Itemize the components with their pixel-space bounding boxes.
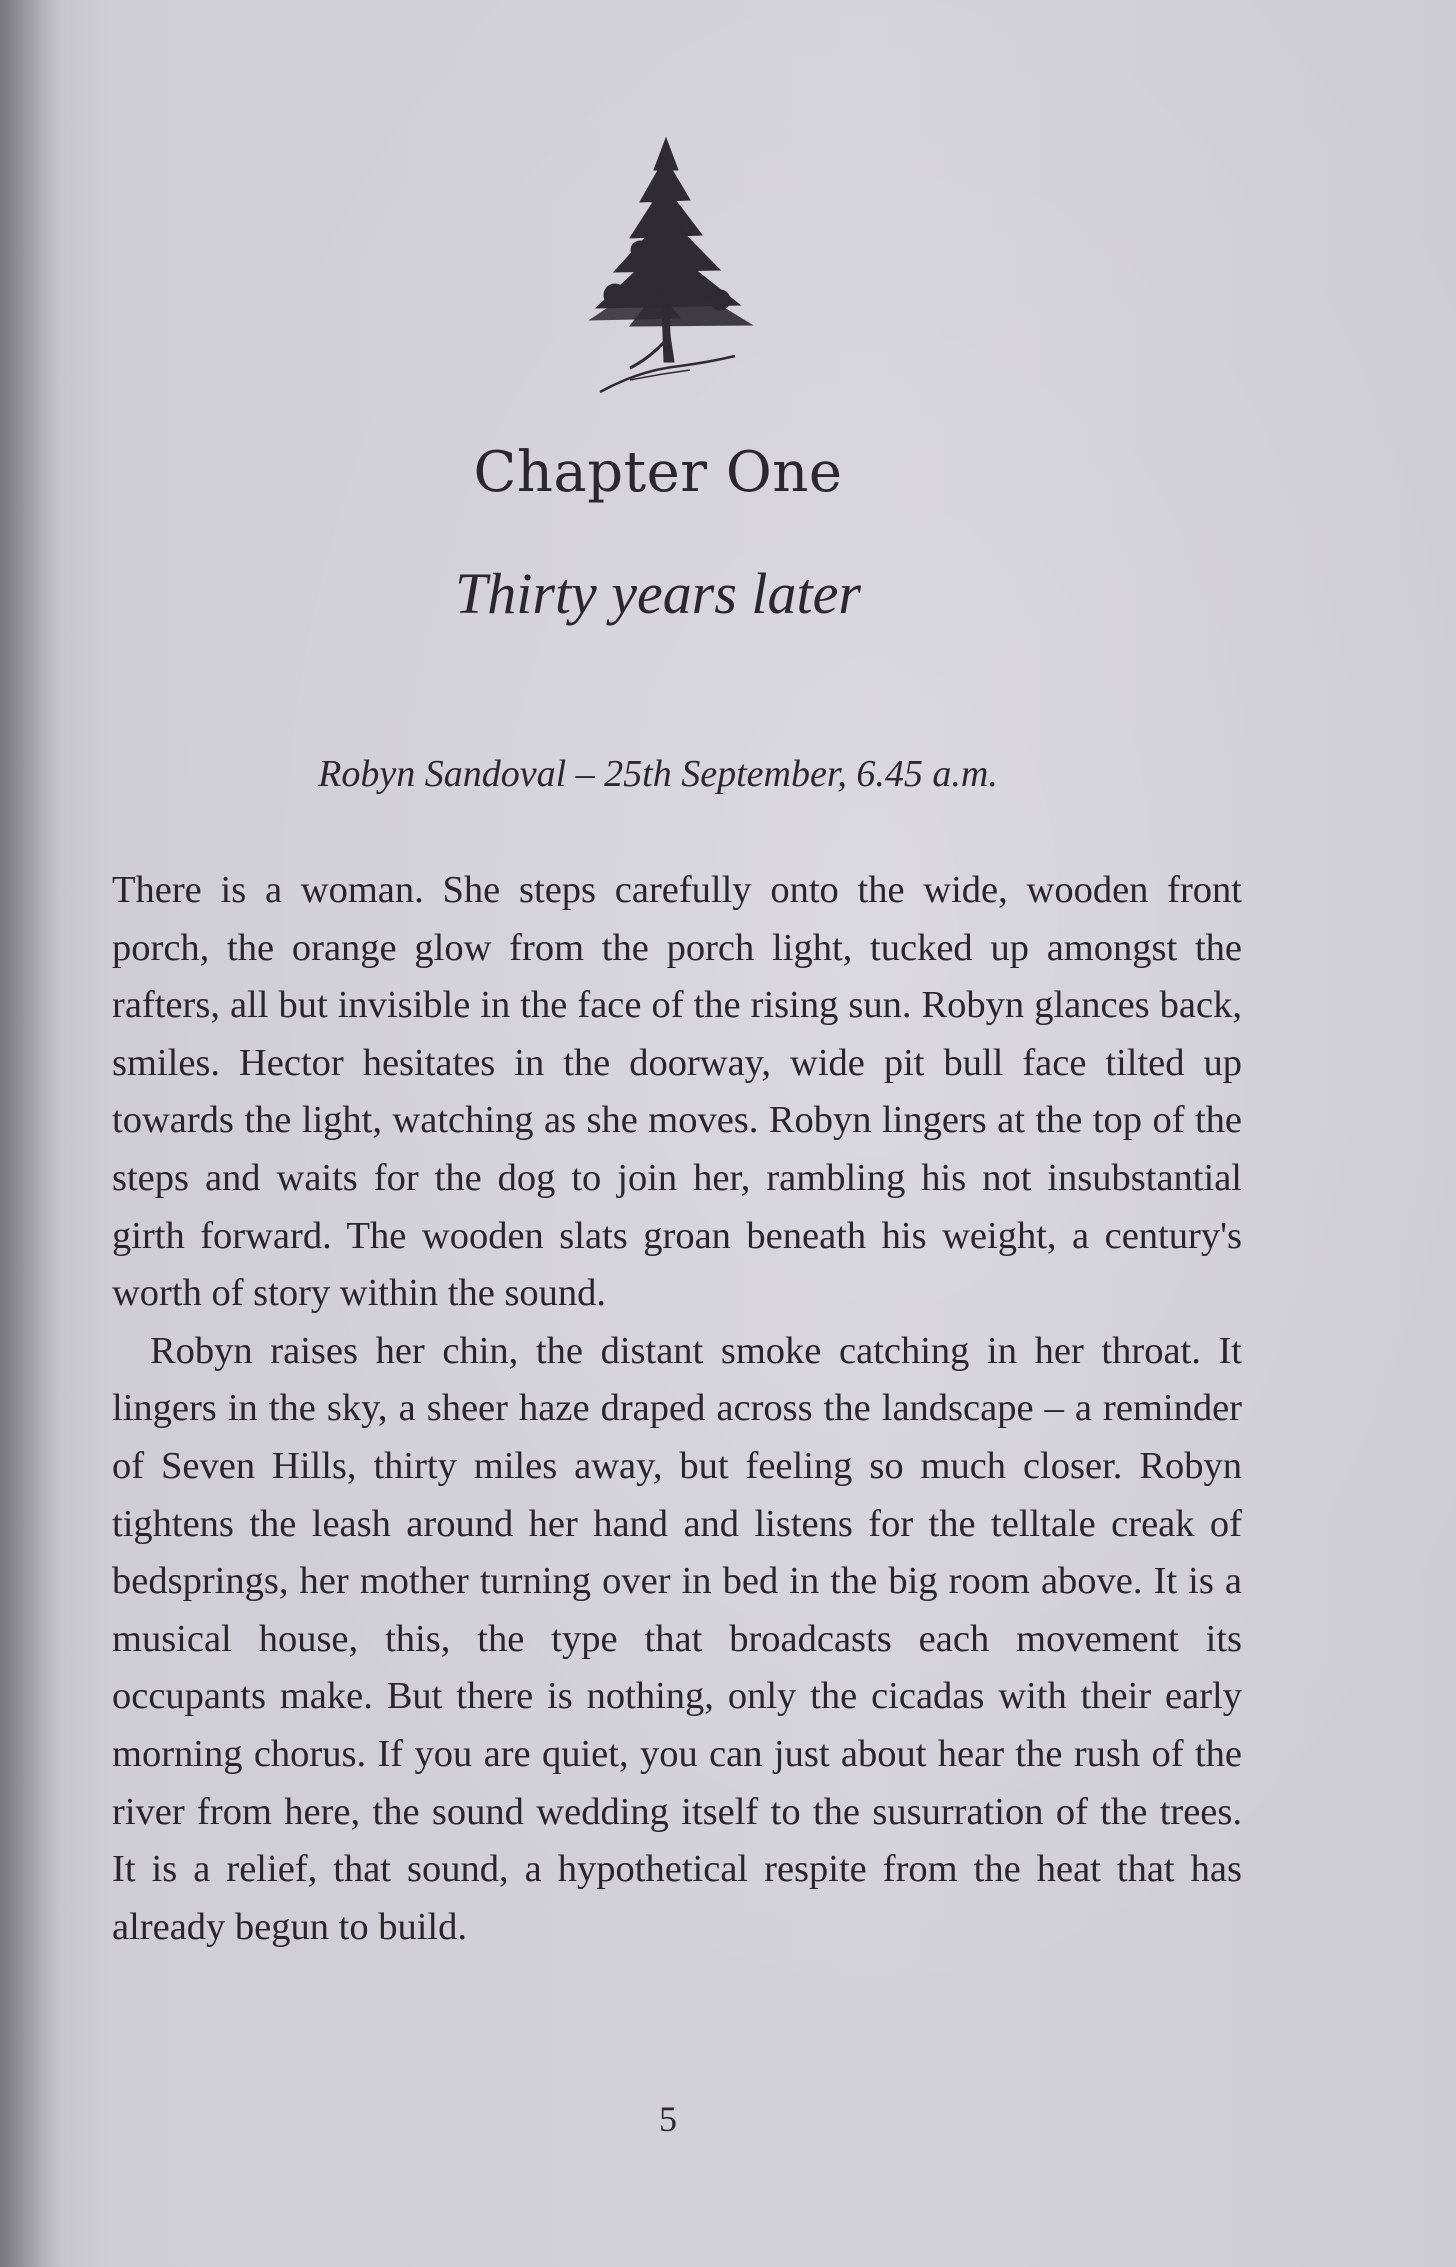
- paragraph: Robyn raises her chin, the distant smoke catching in her throat. It lingers in the sky, a sheer haze draped across the landscape – a reminder of Seven Hills, thirty miles away, but feeling so much closer. Robyn tightens the leash around her hand and listens for the telltale creak of bedsprings, her mother turning over in bed in the big room above. It is a musical house, this, the type that broadcasts each movement its occupants make. But there is nothing, only the cicadas with their early morning chorus. If you are quiet, you can just about hear the rush of the river from here, the sound wedding itself to the susurration of the trees. It is a relief, that sound, a hypothetical respite from the heat that has already begun to build.: [112, 1329, 1242, 1948]
- chapter-subtitle: Thirty years later: [455, 561, 861, 626]
- chapter-title: Chapter One: [473, 440, 843, 505]
- page-number: 5: [659, 2099, 677, 2139]
- body-text: [112, 862, 1242, 1956]
- section-header: Robyn Sandoval – 25th September, 6.45 a.m.: [318, 753, 998, 795]
- binding-shadow: [0, 0, 60, 2267]
- paragraph: There is a woman. She steps carefully onto the wide, wooden front porch, the orange glow from the porch light, tucked up amongst the rafters, all but invisible in the face of the rising sun. Robyn glances back, smiles. Hector hesitates in the doorway, wide pit bull face tilted up towards the light, watching as she moves. Robyn lingers at the top of the steps and waits for the dog to join her, rambling his not insubstantial girth forward. The wooden slats groan beneath his weight, a century's worth of story within the sound.: [112, 869, 1242, 1315]
- pine-tree-icon: [570, 130, 760, 400]
